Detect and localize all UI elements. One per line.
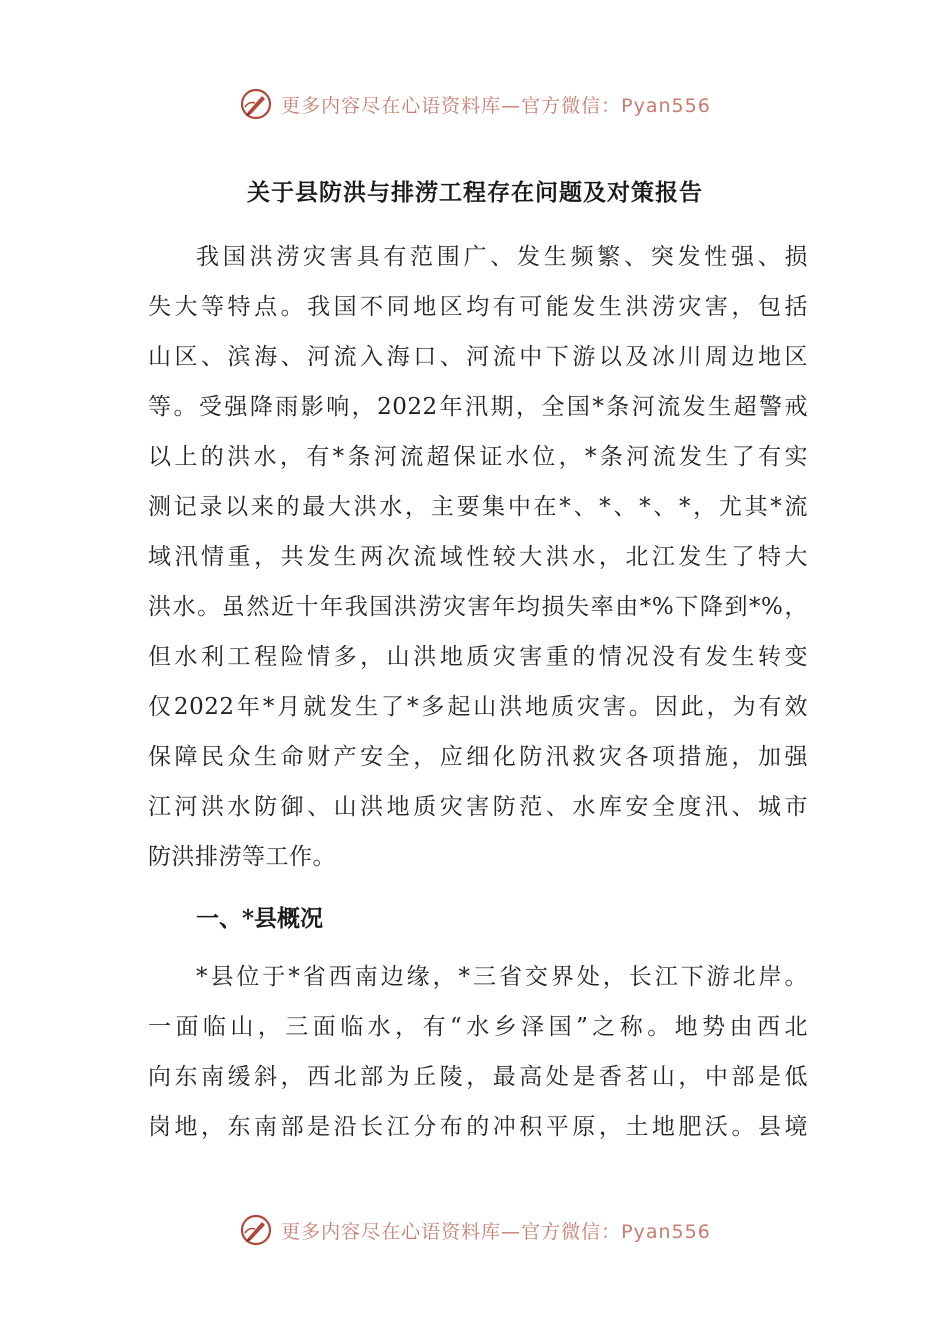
paragraph-line: 但水利工程险情多，山洪地质灾害重的情况没有发生转变 (148, 644, 808, 670)
watermark-banner-bottom (0, 1208, 950, 1252)
paragraph-line: 向东南缓斜，西北部为丘陵，最高处是香茗山，中部是低 (148, 1064, 808, 1090)
paragraph-line: *县位于*省西南边缘，*三省交界处，长江下游北岸。 (196, 964, 808, 990)
paragraph-line: 测记录以来的最大洪水，主要集中在*、*、*、*，尤其*流 (148, 494, 808, 520)
paragraph-line: 洪水。虽然近十年我国洪涝灾害年均损失率由*%下降到*%， (148, 594, 808, 620)
watermark-text: 更多内容尽在心语资料库—官方微信：Pyan556 (281, 1220, 711, 1243)
paragraph-line: 一面临山，三面临水，有“水乡泽国”之称。地势由西北 (148, 1014, 808, 1040)
section1-paragraph (148, 952, 808, 1152)
paragraph-line: 以上的洪水，有*条河流超保证水位，*条河流发生了有实 (148, 444, 808, 470)
paragraph-line: 域汛情重，共发生两次流域性较大洪水，北江发生了特大 (148, 544, 808, 570)
paragraph-line: 山区、滨海、河流入海口、河流中下游以及冰川周边地区 (148, 344, 808, 370)
paragraph-line: 岗地，东南部是沿长江分布的冲积平原，土地肥沃。县境 (148, 1114, 808, 1140)
paragraph-line: 保障民众生命财产安全，应细化防汛救灾各项措施，加强 (148, 744, 808, 770)
paragraph-line: 仅2022年*月就发生了*多起山洪地质灾害。因此，为有效 (148, 694, 808, 720)
paragraph-line: 我国洪涝灾害具有范围广、发生频繁、突发性强、损 (196, 244, 808, 270)
paragraph-line: 失大等特点。我国不同地区均有可能发生洪涝灾害，包括 (148, 294, 808, 320)
pen-logo-icon (239, 87, 273, 121)
pen-logo-icon (239, 1213, 273, 1247)
watermark-banner-top (0, 82, 950, 126)
paragraph-line: 等。受强降雨影响，2022年汛期，全国*条河流发生超警戒 (148, 394, 808, 420)
intro-paragraph (148, 232, 808, 882)
paragraph-line: 江河洪水防御、山洪地质灾害防范、水库安全度汛、城市 (148, 794, 808, 820)
document-title: 关于县防洪与排涝工程存在问题及对策报告 (247, 179, 703, 206)
section-heading: 一、*县概况 (196, 905, 324, 932)
watermark-text: 更多内容尽在心语资料库—官方微信：Pyan556 (281, 94, 711, 117)
paragraph-line: 防洪排涝等工作。 (148, 844, 336, 870)
